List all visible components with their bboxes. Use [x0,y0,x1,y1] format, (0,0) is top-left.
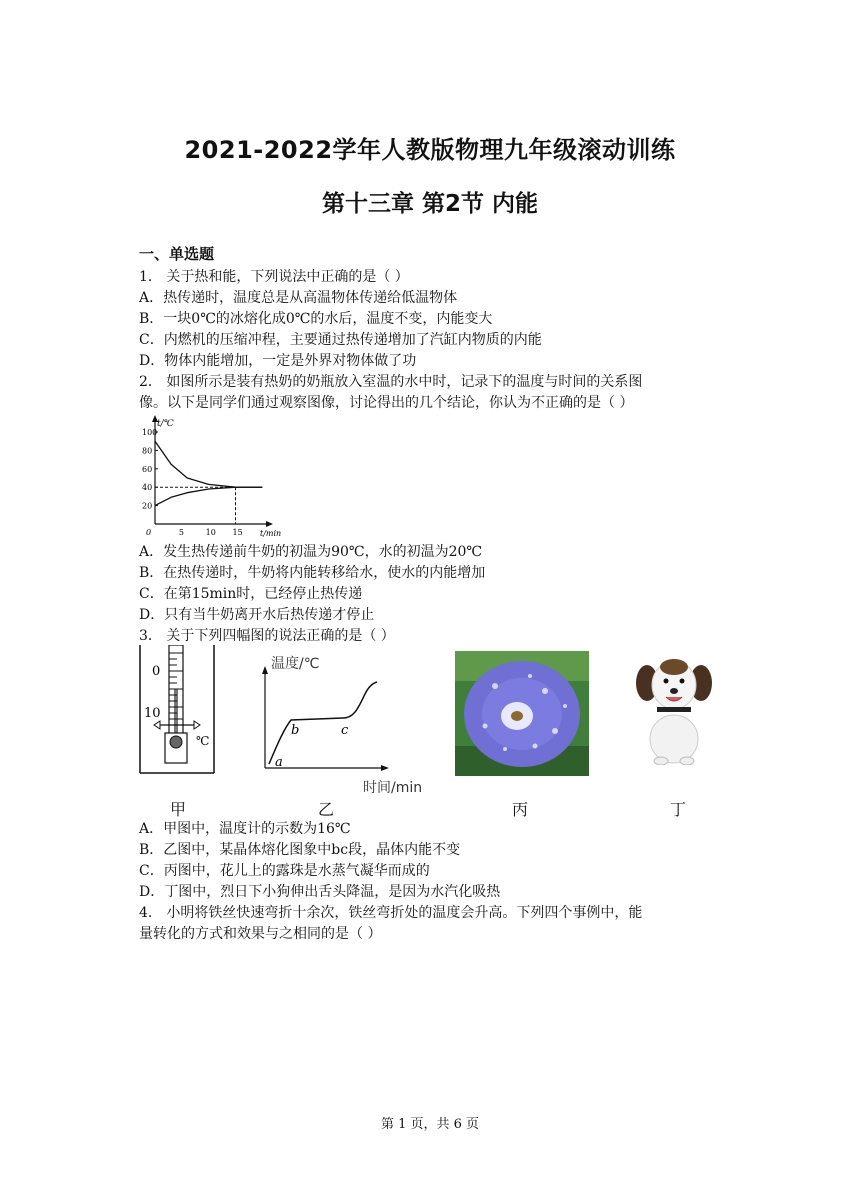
thermo-label-unit: ℃ [196,734,210,748]
y-tick-label: 80 [142,446,153,456]
graph-y-label: 温度/℃ [271,656,320,672]
q1-option-c: C．内燃机的压缩冲程，主要通过热传递增加了汽缸内物质的内能 [139,332,542,348]
document-title: 2021-2022学年人教版物理九年级滚动训练 [184,136,676,164]
chapter-title: 第十三章 第2节 内能 [321,191,539,217]
section-heading: 一、单选题 [139,245,215,263]
x-axis-label: t/min [260,529,282,538]
q3-option-b: B．乙图中，某晶体熔化图象中bc段，晶体内能不变 [139,842,461,858]
x-tick-label: 15 [232,528,243,537]
flower-photo [455,651,589,776]
q3-option-d: D．丁图中，烈日下小狗伸出舌头降温，是因为水汽化吸热 [139,884,501,900]
x-tick-label: 10 [205,528,216,537]
y-tick-label: 60 [142,464,153,474]
q4-stem-line2: 量转化的方式和效果与之相同的是（ ） [139,926,382,942]
caption-yi: 乙 [318,800,335,819]
graph-point-b: b [291,723,300,738]
q2-option-b: B．在热传递时，牛奶将内能转移给水，使水的内能增加 [139,565,486,581]
thermo-label-0: 0 [152,664,161,679]
melting-curve-figure [255,650,440,795]
thermo-label-10: 10 [144,706,161,721]
thermometer-figure [138,645,218,775]
graph-point-a: a [275,755,283,770]
graph-x-label: 时间/min [363,780,423,795]
q3-option-a: A．甲图中，温度计的示数为16℃ [139,821,351,837]
q1-option-d: D．物体内能增加，一定是外界对物体做了功 [139,353,417,369]
q2-option-a: A．发生热传递前牛奶的初温为90℃，水的初温为20℃ [139,544,483,560]
puppy-photo [633,653,715,765]
q3-stem: 3． 关于下列四幅图的说法正确的是（ ） [139,628,395,644]
y-tick-label: 20 [142,501,153,511]
q3-option-c: C．丙图中，花儿上的露珠是水蒸气凝华而成的 [139,863,430,879]
caption-jia: 甲 [170,800,187,819]
x-tick-label: 0 [146,528,152,537]
series-line-2 [155,487,262,505]
y-axis-label: t/℃ [157,419,174,429]
graph-point-c: c [341,723,349,738]
q1-option-b: B．一块0℃的冰熔化成0℃的水后，温度不变，内能变大 [139,311,493,327]
q4-stem-line1: 4． 小明将铁丝快速弯折十余次，铁丝弯折处的温度会升高。下列四个事例中，能 [139,905,643,921]
q2-stem-line1: 2． 如图所示是装有热奶的奶瓶放入室温的水中时，记录下的温度与时间的关系图 [139,374,643,390]
series-line-1 [155,441,262,487]
x-tick-label: 5 [178,528,184,537]
q2-stem-line2: 像。以下是同学们通过观察图像，讨论得出的几个结论，你认为不正确的是（ ） [139,395,634,411]
q2-option-d: D．只有当牛奶离开水后热传递才停止 [139,607,375,623]
page-footer: 第 1 页，共 6 页 [380,1117,480,1132]
temperature-time-chart [140,414,290,539]
x-axis-arrow [266,521,273,527]
y-tick-label: 40 [142,483,153,493]
q2-option-c: C．在第15min时，已经停止热传递 [139,586,363,602]
q1-option-a: A．热传递时，温度总是从高温物体传递给低温物体 [139,290,458,306]
caption-bing: 丙 [512,800,529,819]
y-tick-label: 100 [142,428,158,437]
q1-stem: 1． 关于热和能，下列说法中正确的是（ ） [139,269,409,285]
caption-ding: 丁 [670,800,687,819]
